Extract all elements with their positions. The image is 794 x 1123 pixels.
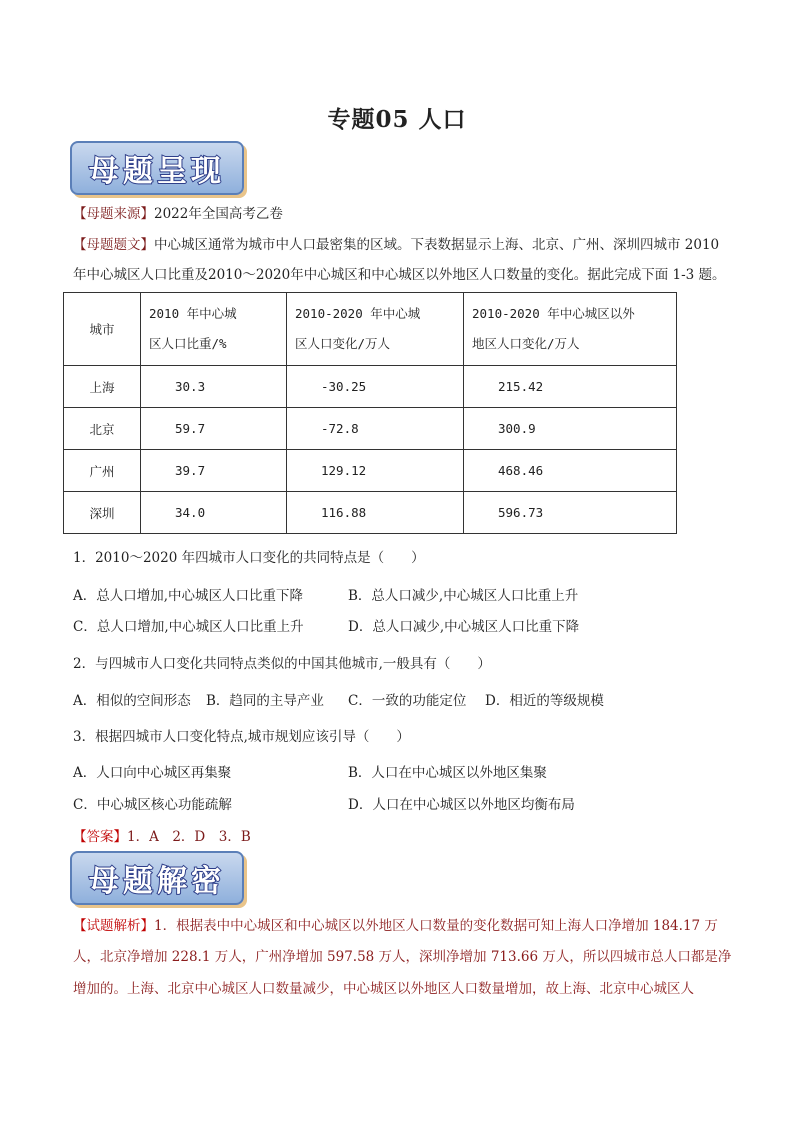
table-cell: 215.42 (464, 366, 677, 408)
table-cell: 39.7 (141, 450, 287, 492)
banner-question-presentation: 母题呈现 (70, 141, 244, 195)
table-cell: 116.88 (287, 492, 464, 534)
table-cell: -72.8 (287, 408, 464, 450)
table-cell-city: 上海 (64, 366, 141, 408)
question-source (73, 205, 734, 223)
analysis-line-2: 人，北京净增加 228.1 万人，广州净增加 597.58 万人，深圳净增加 713.66 万人，所以四城市总人口都是净 (73, 949, 732, 965)
table-cell: 468.46 (464, 450, 677, 492)
q1-option-b: B．总人口减少,中心城区人口比重上升 (348, 588, 579, 604)
table-cell: 59.7 (141, 408, 287, 450)
table-cell: 300.9 (464, 408, 677, 450)
answer-text: 1．A 2．D 3．B (127, 829, 251, 845)
header-line: 地区人口变化/万人 (472, 336, 580, 351)
answer-line (73, 825, 251, 845)
q1-option-d: D．总人口减少,中心城区人口比重下降 (348, 619, 580, 635)
header-line: 区人口比重/% (149, 336, 227, 351)
stem-text-1: 中心城区通常为城市中人口最密集的区域。下表数据显示上海、北京、广州、深圳四城市 2010 (154, 237, 720, 253)
q3-option-d: D．人口在中心城区以外地区均衡布局 (348, 797, 575, 813)
table-cell: 596.73 (464, 492, 677, 534)
q1-option-a: A．总人口增加,中心城区人口比重下降 (73, 588, 304, 604)
header-line: 区人口变化/万人 (295, 336, 391, 351)
source-text: 2022年全国高考乙卷 (154, 206, 283, 222)
analysis-line-1 (73, 917, 723, 935)
table-cell-city: 北京 (64, 408, 141, 450)
analysis-label: 【试题解析】 (73, 918, 154, 934)
question-1: 1．2010～2020 年四城市人口变化的共同特点是（ ） (73, 550, 425, 566)
stem-label: 【母题题文】 (73, 237, 154, 253)
analysis-line-3: 增加的。上海、北京中心城区人口数量减少，中心城区以外地区人口数量增加，故上海、北京中心城区人 (73, 981, 694, 997)
header-line: 2010-2020 年中心城区以外 (472, 306, 635, 321)
question-stem-line-1 (73, 236, 734, 254)
q3-option-b: B．人口在中心城区以外地区集聚 (348, 765, 547, 781)
source-label: 【母题来源】 (73, 206, 154, 222)
question-2: 2．与四城市人口变化共同特点类似的中国其他城市,一般具有（ ） (73, 656, 491, 672)
table-cell-city: 广州 (64, 450, 141, 492)
table-row (64, 450, 677, 492)
population-table (63, 292, 677, 534)
table-cell: 30.3 (141, 366, 287, 408)
table-row (64, 366, 677, 408)
table-cell-city: 深圳 (64, 492, 141, 534)
q1-option-c: C．总人口增加,中心城区人口比重上升 (73, 619, 304, 635)
header-line: 2010-2020 年中心城 (295, 306, 421, 321)
page-title: 专题05 人口 (327, 106, 467, 133)
table-cell: 34.0 (141, 492, 287, 534)
table-header-cell: 城市 (64, 293, 141, 366)
table-row (64, 408, 677, 450)
table-header-cell (287, 293, 464, 366)
table-row (64, 492, 677, 534)
q3-option-a: A．人口向中心城区再集聚 (73, 765, 232, 781)
q2-option-c: C．一致的功能定位 (348, 693, 467, 709)
question-stem-line-2: 年中心城区人口比重及2010～2020年中心城区和中心城区以外地区人口数量的变化。据此完成下面 1-3 题。 (73, 267, 726, 283)
table-header-cell (141, 293, 287, 366)
q2-option-d: D．相近的等级规模 (485, 693, 604, 709)
table-header-cell (464, 293, 677, 366)
q3-option-c: C．中心城区核心功能疏解 (73, 797, 232, 813)
table-header-row (64, 293, 677, 366)
table-cell: 129.12 (287, 450, 464, 492)
table-cell: -30.25 (287, 366, 464, 408)
answer-label: 【答案】 (73, 829, 127, 845)
analysis-text-1: 1．根据表中中心城区和中心城区以外地区人口数量的变化数据可知上海人口净增加 184.17 万 (154, 918, 718, 934)
banner-question-analysis: 母题解密 (70, 851, 244, 905)
question-3: 3．根据四城市人口变化特点,城市规划应该引导（ ） (73, 729, 410, 745)
q2-option-a: A．相似的空间形态 (73, 693, 191, 709)
q2-option-b: B．趋同的主导产业 (206, 693, 324, 709)
header-line: 2010 年中心城 (149, 306, 237, 321)
